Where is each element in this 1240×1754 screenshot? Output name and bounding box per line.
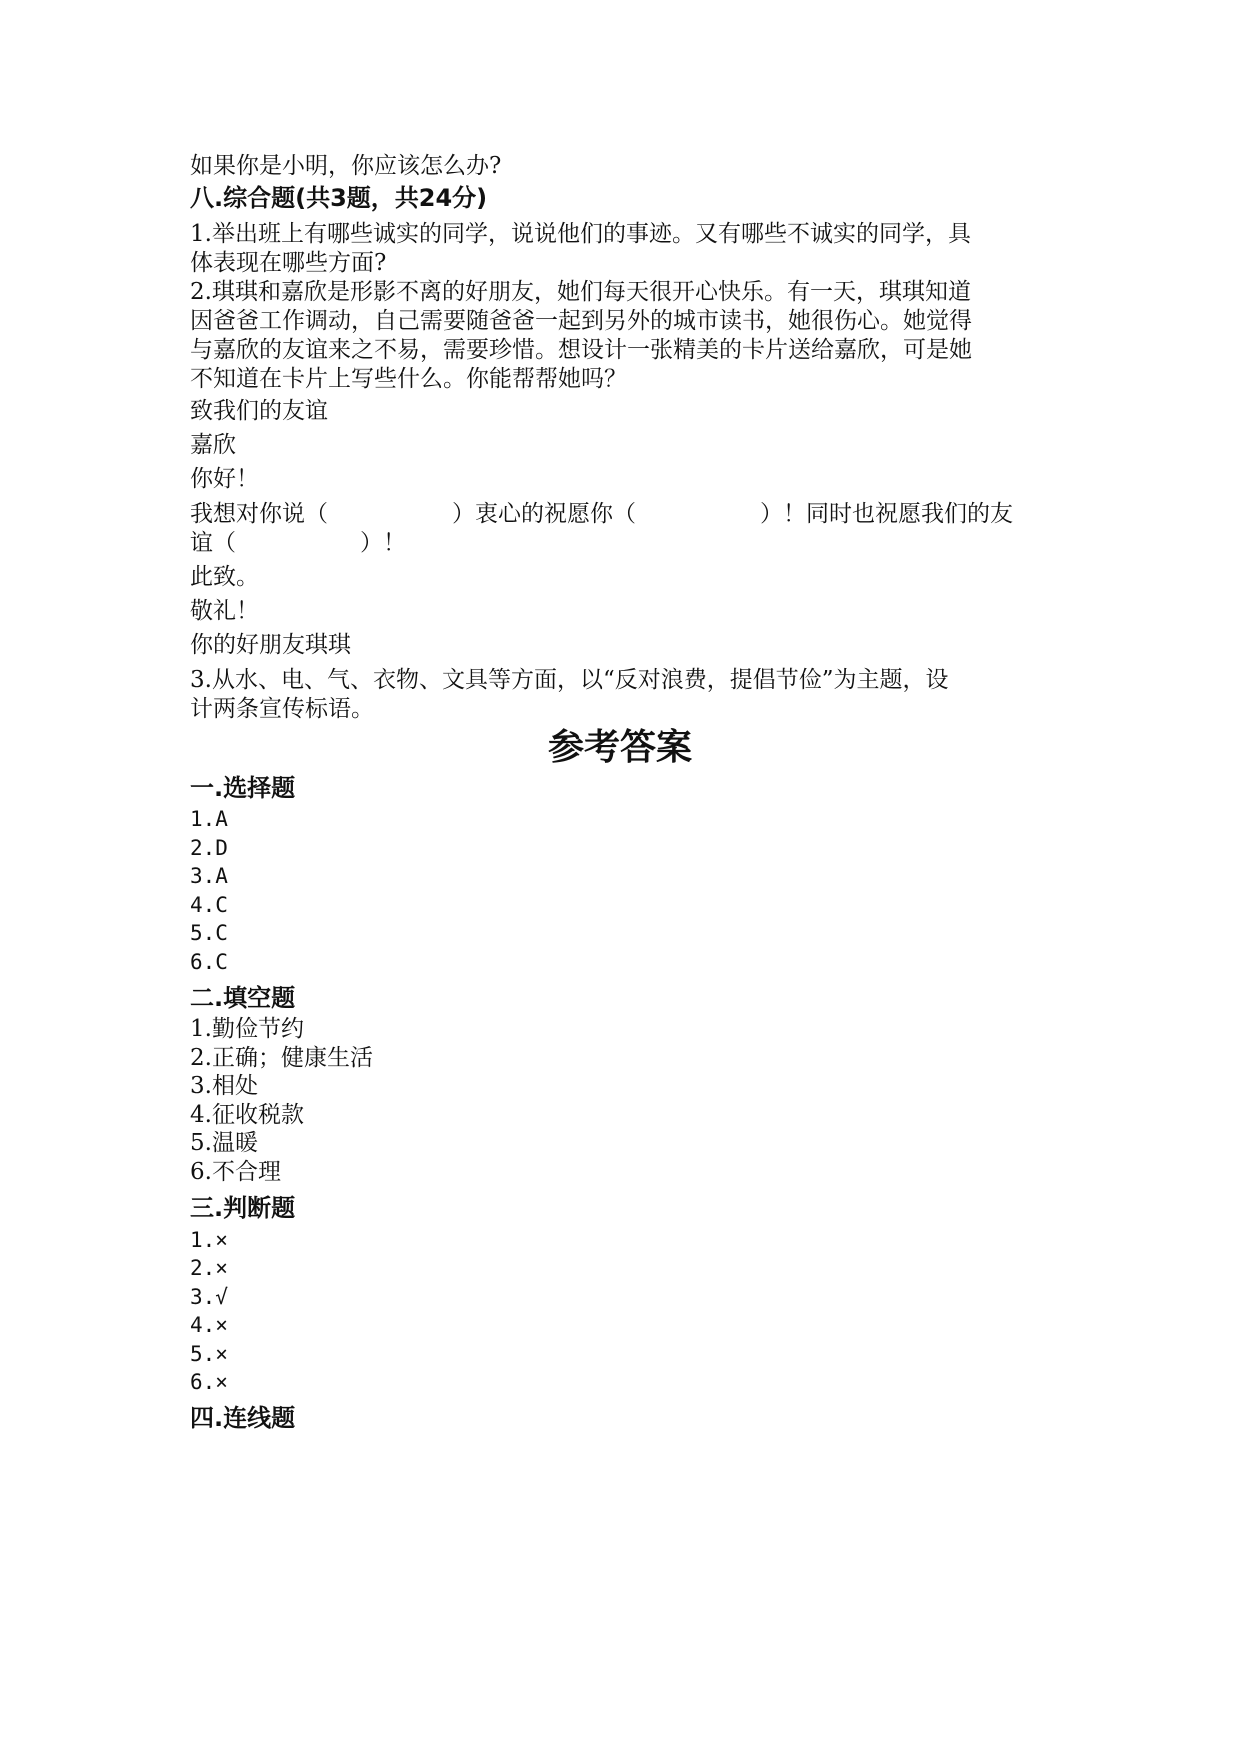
answer-item: 1.× bbox=[190, 1228, 228, 1252]
answer-item: 1.勤俭节约 bbox=[190, 1016, 304, 1042]
q2-line-2: 因爸爸工作调动，自己需要随爸爸一起到另外的城市读书，她很伤心。她觉得 bbox=[190, 308, 972, 334]
answer-item: 6.× bbox=[190, 1370, 228, 1394]
answer-section-3-heading: 三.判断题 bbox=[190, 1194, 296, 1222]
section-8-heading: 八.综合题(共3题，共24分) bbox=[190, 184, 488, 212]
card-closing-1: 此致。 bbox=[190, 564, 259, 590]
q2-line-1: 2.琪琪和嘉欣是形影不离的好朋友，她们每天很开心快乐。有一天，琪琪知道 bbox=[190, 279, 971, 305]
card-closing-2: 敬礼！ bbox=[190, 598, 259, 624]
answer-item: 6.不合理 bbox=[190, 1159, 281, 1185]
answer-item: 4.× bbox=[190, 1313, 228, 1337]
answer-item: 3.A bbox=[190, 864, 228, 888]
answer-item: 1.A bbox=[190, 807, 228, 831]
card-signature: 你的好朋友琪琪 bbox=[190, 632, 351, 658]
answer-section-1-heading: 一.选择题 bbox=[190, 774, 296, 802]
card-body-part-e: ）！ bbox=[360, 530, 406, 556]
answer-section-4-heading: 四.连线题 bbox=[190, 1404, 296, 1432]
answer-item: 6.C bbox=[190, 950, 228, 974]
answer-item: 2.D bbox=[190, 836, 228, 860]
card-body-part-d: 谊（ bbox=[190, 530, 236, 556]
card-body-part-a: 我想对你说（ bbox=[190, 501, 328, 527]
answer-key-title: 参考答案 bbox=[547, 727, 692, 768]
answer-item: 4.C bbox=[190, 893, 228, 917]
q3-line-2: 计两条宣传标语。 bbox=[190, 696, 374, 722]
answer-item: 2.正确；健康生活 bbox=[190, 1045, 373, 1071]
q3-line-1: 3.从水、电、气、衣物、文具等方面，以“反对浪费，提倡节俭”为主题，设 bbox=[190, 667, 949, 693]
q1-line-2: 体表现在哪些方面? bbox=[190, 250, 387, 276]
answer-item: 5.× bbox=[190, 1342, 228, 1366]
answer-item: 3.相处 bbox=[190, 1073, 258, 1099]
card-title: 致我们的友谊 bbox=[190, 398, 328, 424]
card-body-part-b: ）衷心的祝愿你（ bbox=[452, 501, 636, 527]
card-body-line-1 bbox=[190, 500, 1050, 529]
q2-line-3: 与嘉欣的友谊来之不易，需要珍惜。想设计一张精美的卡片送给嘉欣，可是她 bbox=[190, 337, 972, 363]
answer-section-2-heading: 二.填空题 bbox=[190, 984, 296, 1012]
q1-line-1: 1.举出班上有哪些诚实的同学，说说他们的事迹。又有哪些不诚实的同学，具 bbox=[190, 221, 971, 247]
answer-item: 4.征收税款 bbox=[190, 1102, 304, 1128]
card-recipient: 嘉欣 bbox=[190, 432, 236, 458]
card-greeting: 你好！ bbox=[190, 466, 259, 492]
card-body-part-c: ）！同时也祝愿我们的友 bbox=[760, 501, 1013, 527]
answer-item: 5.温暖 bbox=[190, 1130, 258, 1156]
card-body-line-2 bbox=[190, 529, 1050, 558]
q2-line-4: 不知道在卡片上写些什么。你能帮帮她吗？ bbox=[190, 366, 627, 392]
previous-question-tail: 如果你是小明，你应该怎么办? bbox=[190, 153, 502, 179]
answer-item: 2.× bbox=[190, 1256, 228, 1280]
answer-item: 3.√ bbox=[190, 1285, 228, 1309]
answer-item: 5.C bbox=[190, 921, 228, 945]
